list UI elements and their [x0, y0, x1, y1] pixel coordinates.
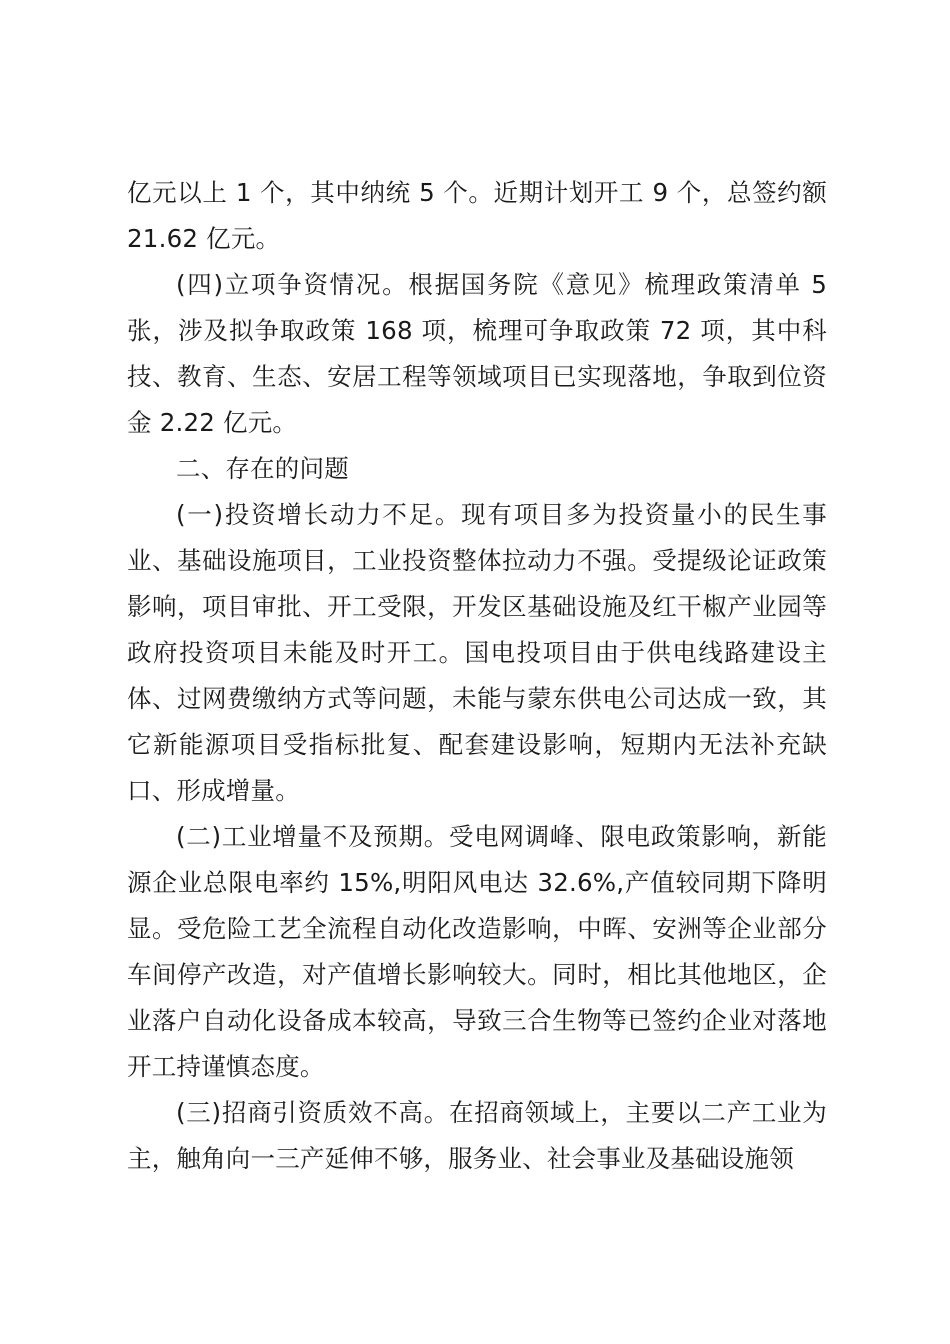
paragraph-funding-status: (四)立项争资情况。根据国务院《意见》梳理政策清单 5 张，涉及拟争取政策 168 项，梳理可争取政策 72 项，其中科技、教育、生态、安居工程等领域项目已实现落地，争取到位资金 2.22 亿元。 [127, 270, 827, 437]
paragraph-industrial-increment: (二)工业增量不及预期。受电网调峰、限电政策影响，新能源企业总限电率约 15%,明阳风电达 32.6%,产值较同期下降明显。受危险工艺全流程自动化改造影响，中晖、安洲等企业部分车间停产改造，对产值增长影响较大。同时，相比其他地区，企业落户自动化设备成本较高，导致三合生物等已签约企业对落地开工持谨慎态度。 [127, 822, 827, 1081]
paragraph-investment-growth: (一)投资增长动力不足。现有项目多为投资量小的民生事业、基础设施项目，工业投资整体拉动力不强。受提级论证政策影响，项目审批、开工受限，开发区基础设施及红干椒产业园等政府投资项目未能及时开工。国电投项目由于供电线路建设主体、过网费缴纳方式等问题，未能与蒙东供电公司达成一致，其它新能源项目受指标批复、配套建设影响，短期内无法补充缺口、形成增量。 [127, 500, 827, 805]
section-heading-problems: 二、存在的问题 [176, 454, 349, 483]
document-body [127, 170, 827, 1182]
paragraph-investment-total: 亿元以上 1 个，其中纳统 5 个。近期计划开工 9 个，总签约额 21.62 亿元。 [127, 178, 827, 253]
paragraph-investment-attraction: (三)招商引资质效不高。在招商领域上，主要以二产工业为主，触角向一三产延伸不够，服务业、社会事业及基础设施领 [127, 1098, 827, 1173]
